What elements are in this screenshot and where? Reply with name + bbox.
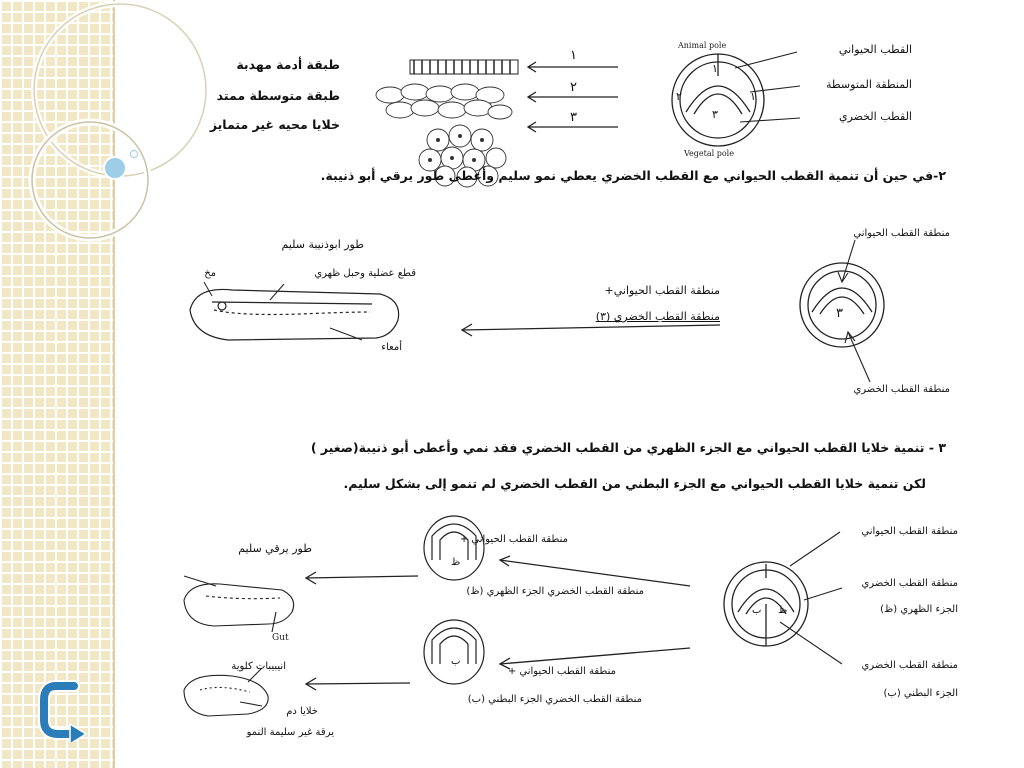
gut-label: Gut [272, 633, 289, 643]
bad-larva-label-blood: خلايا دم [286, 706, 318, 717]
right-label-vegetal-2: منطقة القطب الخضري [861, 660, 958, 671]
label-vegetal-pole: القطب الخضري [838, 110, 912, 123]
right-label-animal: منطقة القطب الحيواني [861, 526, 958, 537]
right-split-circle [724, 562, 808, 646]
lower-circle-label: ب [451, 656, 461, 667]
tadpole-title: طور ابوذنيبة سليم [281, 238, 364, 251]
step2-arrow-text-2: منطقة القطب الخضري (٣) [595, 310, 720, 323]
label-mesoderm: طبقة متوسطة ممتد [216, 88, 340, 103]
right-label-ventral: الجزء البطني (ب) [883, 688, 958, 699]
step2-circle-top-label: منطقة القطب الحيواني [853, 228, 950, 239]
lower-arrow-text-2: منطقة القطب الخضري الجزء البطني (ب) [467, 694, 642, 705]
vegetal-pole-label: Vegetal pole [684, 149, 734, 158]
right-label-dorsal: الجزء الظهري (ظ) [880, 604, 958, 615]
small-larva [184, 576, 294, 632]
lower-explant [424, 620, 484, 684]
return-arrow-icon[interactable] [38, 680, 90, 742]
circle-number-center: ٣ [712, 108, 718, 121]
step3-heading-line2: لكن تنمية خلايا القطب الحيواني مع الجزء البطني من القطب الخضري لم تنمو إلى بشكل سليم. [343, 476, 926, 491]
bad-larva-label-title: يرقة غير سليمة النمو [246, 727, 334, 738]
tadpole-label-muscle: قطع عضلية وحبل ظهري [314, 268, 416, 279]
animal-pole-label: Animal pole [678, 41, 727, 50]
tadpole-label-gut: أمعاء [381, 342, 402, 353]
step2-heading: ٢-في حين أن تنمية القطب الحيواني مع القطب الخضري يعطي نمو سليم وأعطى طور يرقي أبو ذنيبة. [320, 168, 946, 183]
upper-explant [424, 516, 484, 580]
larva-title: طور يرقي سليم [238, 542, 312, 555]
abnormal-larva [184, 668, 268, 716]
step3-arrows [306, 556, 690, 690]
right-circle-pointers [780, 532, 842, 664]
step2-arrow-text-1: منطقة القطب الحيواني+ [604, 284, 720, 297]
lower-arrow-text-1: منطقة القطب الحيواني + [507, 666, 616, 677]
right-label-vegetal-1: منطقة القطب الخضري [861, 578, 958, 589]
label-animal-pole: القطب الحيواني [838, 43, 912, 56]
circle-number-left: ٢ [676, 90, 682, 103]
right-circle-label-dorsal: ظ [778, 605, 788, 616]
circle-number-right: ١ [750, 90, 756, 103]
arrow-number-3: ٣ [570, 110, 577, 125]
upper-circle-label: ظ [451, 557, 461, 568]
right-circle-label-ventral: ب [752, 605, 762, 616]
bad-larva-label-tubules: انيبيبات كلوية [231, 661, 286, 672]
step2-circle-bottom-label: منطقة القطب الخضري [853, 384, 950, 395]
label-ectoderm: طبقة أدمة مهدبة [236, 57, 340, 72]
step3-heading-line1: ٣ - تنمية خلايا القطب الحيواني مع الجزء الظهري من القطب الخضري فقد نمي وأعطى أبو ذنيبة(صغير ) [310, 440, 946, 455]
circle-number-top: ١ [712, 62, 718, 75]
step2-circle-number: ٣ [836, 306, 843, 321]
arrow-number-1: ١ [570, 48, 577, 63]
arrow-number-2: ٢ [570, 80, 577, 95]
label-middle-zone: المنطقة المتوسطة [826, 78, 912, 91]
upper-arrow-text-1: منطقة القطب الحيواني + [459, 534, 568, 545]
upper-arrow-text-2: منطقة القطب الخضري الجزء الظهري (ظ) [466, 586, 644, 597]
label-endoderm: خلايا محيه غير متمايز [209, 117, 340, 132]
tadpole-label-brain: مخ [204, 268, 216, 279]
